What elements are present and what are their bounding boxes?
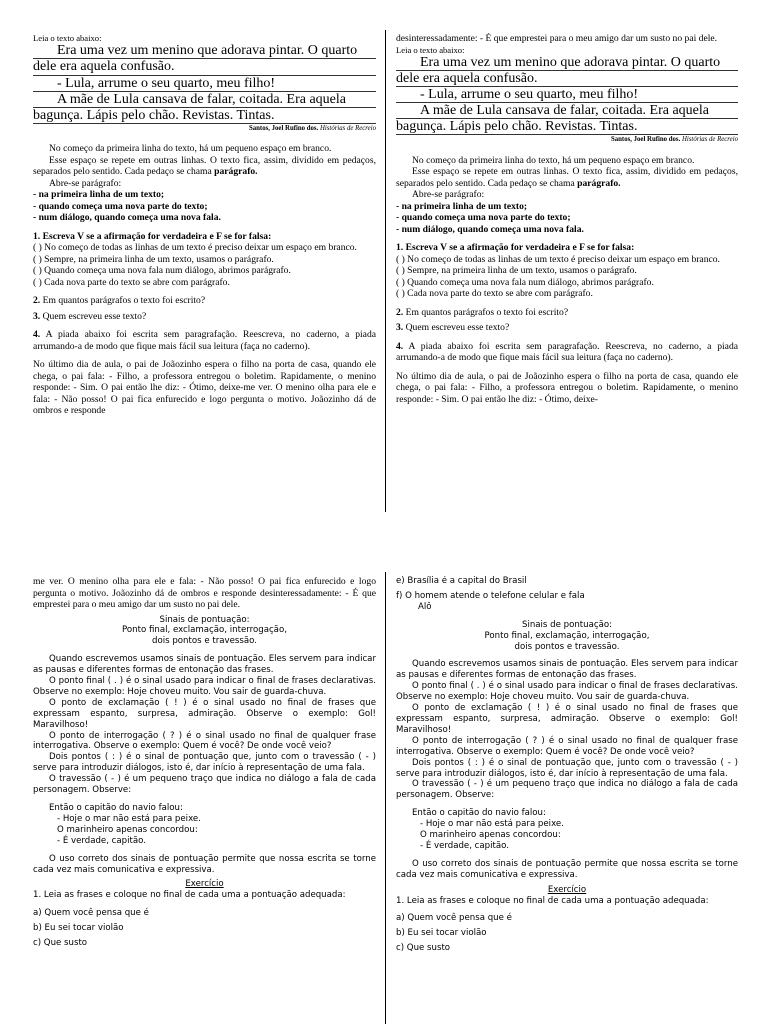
paragraph: No começo da primeira linha do texto, há um pequeno espaço em branco. (49, 143, 332, 155)
story-text (396, 55, 738, 136)
question-4: 4. A piada abaixo foi escrita sem paragrafação. Reescreva, no caderno, a piada arrumando-a de modo que fique mais fácil sua leitura (faça no caderno). (33, 329, 376, 352)
section-title: dois pontos e travessão. (152, 636, 257, 647)
story-line: bagunça. Lápis pelo chão. Revistas. Tintas. (33, 108, 376, 124)
paragraph: O ponto final ( . ) é o sinal usado para indicar o final de frases declarativas. Observe no exemplo: Hoje choveu muito. Vou sair de guarda-chuva. (33, 676, 376, 697)
rule-item: - na primeira linha de um texto; (396, 200, 528, 212)
joke-text: No último dia de aula, o pai de Joãozinho espera o filho na porta de casa, quando ele chega, o pai fala: - Filho, a professora entregou o boletim. Rapidamente, o menino responde: - Sim. O pai então lhe diz: - Ótimo, deixe- (396, 370, 738, 405)
paragraph: Abre-se parágrafo: (412, 189, 485, 201)
section-title: Sinais de pontuação: (521, 619, 612, 630)
section-title: Ponto final, exclamação, interrogação, (122, 625, 287, 636)
section-title: Ponto final, exclamação, interrogação, (484, 630, 650, 641)
dialog-line: - Hoje o mar não está para peixe. (57, 813, 201, 824)
dialog-line: - É verdade, capitão. (57, 835, 146, 846)
exercise-item: c) Que susto (33, 938, 88, 949)
story-line: - Lula, arrume o seu quarto, meu filho! (396, 87, 738, 103)
dialog-line: O marinheiro apenas concordou: (57, 824, 198, 835)
paragraph: O uso correto dos sinais de pontuação permite que nossa escrita se torne cada vez mais comunicativa e expressiva. (396, 858, 738, 880)
joke-text: No último dia de aula, o pai de Joãozinho espera o filho na porta de casa, quando ele chega, o pai fala: - Filho, a professora entregou o boletim. Rapidamente, o menino responde: - Sim. O pai então lhe diz: - Ótimo, deixe-me ver. O menino olha para ele e fala: - Não posso! O pai fica enfurecido e logo pergunta o motivo. Joãozinho dá de ombros e responde (33, 359, 376, 417)
paragraph: Dois pontos ( : ) é o sinal de pontuação que, junto com o travessão ( - ) serve para introduzir diálogos, isto é, dar início à representação de uma fala. (33, 752, 376, 774)
exercise-item: b) Eu sei tocar violão (33, 923, 124, 934)
question-1-item: ( ) Cada nova parte do texto se abre com parágrafo. (396, 288, 593, 300)
section-title: dois pontos e travessão. (514, 641, 620, 652)
question-1-item: ( ) Quando começa uma nova fala num diálogo, abrimos parágrafo. (396, 276, 654, 288)
dialog-line: - É verdade, capitão. (420, 840, 509, 851)
question-3: 3. Quem escreveu esse texto? (33, 310, 147, 322)
paragraph: Dois pontos ( : ) é o sinal de pontuação que, junto com o travessão ( - ) serve para introduzir diálogos, isto é, dar início à representação de uma fala. (396, 757, 738, 779)
instruction: Leia o texto abaixo: (396, 44, 465, 55)
paragraph: Quando escrevemos usamos sinais de pontuação. Eles servem para indicar as pausas e diferentes formas de entonação das frases. (33, 654, 376, 676)
paragraph: O uso correto dos sinais de pontuação permite que nossa escrita se torne cada vez mais comunicativa e expressiva. (33, 853, 376, 875)
dialog-line: Então o capitão do navio falou: (49, 803, 183, 813)
story-line: dele era aquela confusão. (396, 71, 738, 87)
question-1-item: ( ) Sempre, na primeira linha de um texto, usamos o parágrafo. (396, 265, 637, 277)
story-line: Era uma vez um menino que adorava pintar. O quarto (33, 43, 376, 59)
paragraph: O ponto de exclamação ( ! ) é o sinal usado no final de frases que expressam espanto, surpresa, admiração. Observe o exemplo: Gol! Maravilhoso! (33, 697, 376, 730)
dialog-line: - Hoje o mar não está para peixe. (420, 819, 564, 830)
bottom-right-column (396, 576, 738, 1024)
joke-continuation: me ver. O menino olha para ele e fala: - Não posso! O pai fica enfurecido e logo pergunta o motivo. Joãozinho dá de ombros e responde desinteressadamente: - É que emprestei para o meu amigo dar um susto no pai dele. (33, 576, 376, 610)
question-1-item: ( ) No começo de todas as linhas de um texto é preciso deixar um espaço em branco. (33, 242, 357, 254)
exercise-item: a) Quem você pensa que é (396, 913, 512, 924)
exercise-item: c) Que susto (396, 943, 451, 954)
exercise-item-answer: Alô (418, 601, 432, 612)
question-1-item: ( ) Quando começa uma nova fala num diálogo, abrimos parágrafo. (33, 265, 291, 277)
story-line: dele era aquela confusão. (33, 59, 376, 75)
column-divider-bottom (385, 572, 386, 1024)
question-1-item: ( ) Sempre, na primeira linha de um texto, usamos o parágrafo. (33, 253, 274, 265)
exercise-item: b) Eu sei tocar violão (396, 928, 487, 939)
story-credit: Santos, Joel Rufino dos. Histórias de Recreio (248, 124, 376, 132)
exercise-title: Exercício (547, 884, 587, 895)
paragraph: No começo da primeira linha do texto, há um pequeno espaço em branco. (412, 154, 695, 166)
rule-item: - quando começa uma nova parte do texto; (33, 200, 208, 212)
exercise-intro: 1. Leia as frases e coloque no final de cada uma a pontuação adequada: (33, 890, 346, 901)
exercise-item: f) O homem atende o telefone celular e fala (396, 590, 585, 601)
question-1-item: ( ) Cada nova parte do texto se abre com parágrafo. (33, 276, 230, 288)
exercise-title: Exercício (185, 879, 224, 890)
bottom-left-column (33, 576, 376, 1024)
question-1-title: 1. Escreva V se a afirmação for verdadeira e F se for falsa: (396, 242, 635, 254)
paragraph: O ponto de exclamação ( ! ) é o sinal usado no final de frases que expressam espanto, surpresa, admiração. Observe o exemplo: Gol! Maravilhoso! (396, 703, 738, 735)
story-line: A mãe de Lula cansava de falar, coitada. Era aquela (396, 103, 738, 119)
exercise-item: a) Quem você pensa que é (33, 908, 149, 919)
top-right-column (396, 33, 738, 513)
story-line: bagunça. Lápis pelo chão. Revistas. Tintas. (396, 119, 738, 135)
exercise-intro: 1. Leia as frases e coloque no final de cada uma a pontuação adequada: (396, 895, 709, 906)
paragraph: O ponto final ( . ) é o sinal usado para indicar o final de frases declarativas. Observe no exemplo: Hoje choveu muito. Vou sair de guarda-chuva. (396, 681, 738, 703)
paragraph: O ponto de interrogação ( ? ) é o sinal usado no final de qualquer frase interrogativa. Observe o exemplo: Quem é você? De onde você veio? (396, 735, 738, 757)
rule-item: - num diálogo, quando começa uma nova fala. (33, 212, 221, 224)
dialog-line: O marinheiro apenas concordou: (420, 830, 561, 841)
joke-continuation: desinteressadamente: - É que emprestei para o meu amigo dar um susto no pai dele. (396, 33, 718, 44)
question-2: 2. Em quantos parágrafos o texto foi escrito? (33, 295, 206, 307)
question-1-item: ( ) No começo de todas as linhas de um texto é preciso deixar um espaço em branco. (396, 253, 720, 265)
question-4: 4. A piada abaixo foi escrita sem paragrafação. Reescreva, no caderno, a piada arrumando-a de modo que fique mais fácil sua leitura (faça no caderno). (396, 340, 738, 364)
story-line: - Lula, arrume o seu quarto, meu filho! (33, 76, 376, 92)
question-2: 2. Em quantos parágrafos o texto foi escrito? (396, 306, 569, 318)
paragraph: Esse espaço se repete em outras linhas. O texto fica, assim, dividido em pedaços, separados pelo sentido. Cada pedaço se chama parágrafo. (33, 154, 376, 178)
paragraph: Quando escrevemos usamos sinais de pontuação. Eles servem para indicar as pausas e diferentes formas de entonação das frases. (396, 659, 738, 681)
story-line: A mãe de Lula cansava de falar, coitada. Era aquela (33, 92, 376, 108)
story-credit: Santos, Joel Rufino dos. Histórias de Recreio (610, 136, 738, 144)
instruction: Leia o texto abaixo: (33, 33, 102, 43)
dialog-line: Então o capitão do navio falou: (412, 808, 546, 819)
story-line: Era uma vez um menino que adorava pintar. O quarto (396, 55, 738, 71)
top-left-column (33, 33, 376, 513)
question-3: 3. Quem escreveu esse texto? (396, 322, 510, 334)
section-title: Sinais de pontuação: (159, 614, 250, 625)
rule-item: - na primeira linha de um texto; (33, 189, 165, 201)
paragraph: Esse espaço se repete em outras linhas. O texto fica, assim, dividido em pedaços, separados pelo sentido. Cada pedaço se chama parágrafo. (396, 166, 738, 189)
paragraph: O travessão ( - ) é um pequeno traço que indica no diálogo a fala de cada personagem. Observe: (33, 774, 376, 796)
story-text (33, 43, 376, 124)
exercise-item: e) Brasília é a capital do Brasil (396, 576, 527, 586)
paragraph: O ponto de interrogação ( ? ) é o sinal usado no final de qualquer frase interrogativa. Observe o exemplo: Quem é você? De onde você veio? (33, 730, 376, 752)
rule-item: - quando começa uma nova parte do texto; (396, 212, 571, 224)
question-1-title: 1. Escreva V se a afirmação for verdadeira e F se for falsa: (33, 230, 272, 242)
column-divider-top (385, 30, 386, 512)
rule-item: - num diálogo, quando começa uma nova fala. (396, 223, 584, 235)
paragraph: O travessão ( - ) é um pequeno traço que indica no diálogo a fala de cada personagem. Observe: (396, 779, 738, 801)
paragraph: Abre-se parágrafo: (49, 177, 122, 189)
